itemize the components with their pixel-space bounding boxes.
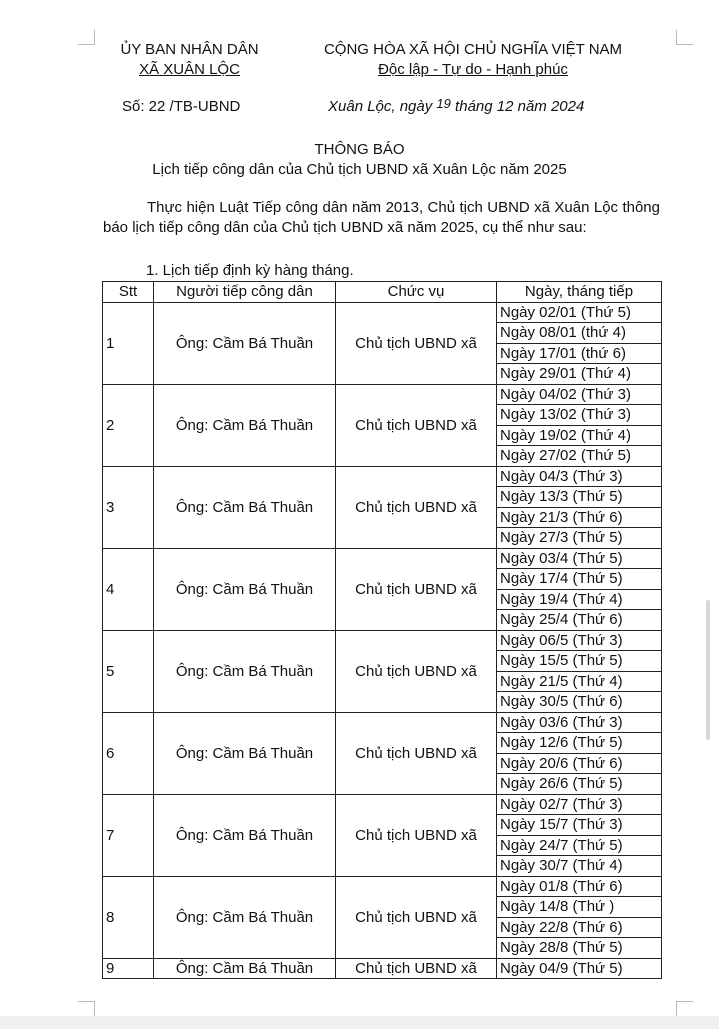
row-person: Ông: Cầm Bá Thuần — [154, 876, 336, 958]
schedule-table-body — [103, 302, 662, 979]
row-position: Chủ tịch UBND xã — [336, 630, 497, 712]
issuing-organization — [102, 40, 277, 80]
table-row — [103, 548, 662, 569]
document-subtitle: Lịch tiếp công dân của Chủ tịch UBND xã Xuân Lộc năm 2025 — [152, 161, 567, 178]
table-row — [103, 794, 662, 815]
table-header-row — [103, 282, 662, 303]
row-stt: 9 — [103, 958, 154, 979]
row-date: Ngày 04/3 (Thứ 3) — [497, 466, 662, 487]
row-position: Chủ tịch UBND xã — [336, 794, 497, 876]
section-heading: 1. Lịch tiếp định kỳ hàng tháng. — [146, 262, 354, 279]
row-stt: 6 — [103, 712, 154, 794]
row-position: Chủ tịch UBND xã — [336, 384, 497, 466]
row-date: Ngày 21/3 (Thứ 6) — [497, 507, 662, 528]
table-row — [103, 876, 662, 897]
row-date: Ngày 27/3 (Thứ 5) — [497, 528, 662, 549]
row-stt: 3 — [103, 466, 154, 548]
row-date: Ngày 12/6 (Thứ 5) — [497, 733, 662, 754]
header-position: Chức vụ — [336, 282, 497, 303]
document-number: Số: 22 /TB-UBND — [122, 98, 241, 115]
nation-motto: Độc lập - Tự do - Hạnh phúc — [378, 61, 568, 78]
table-row — [103, 302, 662, 323]
date-suffix: tháng 12 năm 2024 — [450, 98, 585, 115]
row-date: Ngày 13/3 (Thứ 5) — [497, 487, 662, 508]
row-date: Ngày 21/5 (Thứ 4) — [497, 671, 662, 692]
row-date: Ngày 19/02 (Thứ 4) — [497, 425, 662, 446]
nation-line-1: CỘNG HÒA XÃ HỘI CHỦ NGHĨA VIỆT NAM — [323, 41, 623, 58]
row-date: Ngày 22/8 (Thứ 6) — [497, 917, 662, 938]
row-position: Chủ tịch UBND xã — [336, 958, 497, 979]
row-position: Chủ tịch UBND xã — [336, 712, 497, 794]
row-stt: 8 — [103, 876, 154, 958]
row-date: Ngày 29/01 (Thứ 4) — [497, 364, 662, 385]
row-person: Ông: Cầm Bá Thuần — [154, 384, 336, 466]
row-date: Ngày 24/7 (Thứ 5) — [497, 835, 662, 856]
row-person: Ông: Cầm Bá Thuần — [154, 548, 336, 630]
intro-paragraph: Thực hiện Luật Tiếp công dân năm 2013, Chủ tịch UBND xã Xuân Lộc thông báo lịch tiếp công dân của Chủ tịch UBND xã năm 2025, cụ thể như sau: — [103, 199, 660, 236]
row-date: Ngày 02/01 (Thứ 5) — [497, 302, 662, 323]
row-person: Ông: Cầm Bá Thuần — [154, 466, 336, 548]
row-date: Ngày 04/02 (Thứ 3) — [497, 384, 662, 405]
row-stt: 1 — [103, 302, 154, 384]
org-line-2: XÃ XUÂN LỘC — [139, 61, 240, 78]
document-date — [328, 98, 584, 115]
row-date: Ngày 25/4 (Thứ 6) — [497, 610, 662, 631]
table-row — [103, 466, 662, 487]
row-date: Ngày 06/5 (Thứ 3) — [497, 630, 662, 651]
row-position: Chủ tịch UBND xã — [336, 302, 497, 384]
row-date: Ngày 04/9 (Thứ 5) — [497, 958, 662, 979]
row-date: Ngày 08/01 (thứ 4) — [497, 323, 662, 344]
schedule-table — [102, 281, 662, 979]
national-header — [308, 40, 638, 80]
row-person: Ông: Cầm Bá Thuần — [154, 712, 336, 794]
row-date: Ngày 26/6 (Thứ 5) — [497, 774, 662, 795]
row-date: Ngày 14/8 (Thứ ) — [497, 897, 662, 918]
table-row — [103, 712, 662, 733]
row-date: Ngày 17/01 (thứ 6) — [497, 343, 662, 364]
date-day: 19 — [436, 96, 451, 111]
row-stt: 4 — [103, 548, 154, 630]
page-corner-mark-bottom-left — [78, 1001, 95, 1016]
row-date: Ngày 28/8 (Thứ 5) — [497, 938, 662, 959]
row-position: Chủ tịch UBND xã — [336, 876, 497, 958]
table-row — [103, 630, 662, 651]
row-person: Ông: Cầm Bá Thuần — [154, 302, 336, 384]
org-line-1: ỦY BAN NHÂN DÂN — [120, 41, 259, 58]
row-date: Ngày 15/7 (Thứ 3) — [497, 815, 662, 836]
row-position: Chủ tịch UBND xã — [336, 548, 497, 630]
page-corner-mark-bottom-right — [676, 1001, 693, 1016]
header-dates: Ngày, tháng tiếp — [497, 282, 662, 303]
table-row — [103, 384, 662, 405]
row-date: Ngày 15/5 (Thứ 5) — [497, 651, 662, 672]
row-date: Ngày 03/6 (Thứ 3) — [497, 712, 662, 733]
row-date: Ngày 03/4 (Thứ 5) — [497, 548, 662, 569]
row-date: Ngày 30/7 (Thứ 4) — [497, 856, 662, 877]
document-title: THÔNG BÁO — [314, 141, 405, 158]
viewer-background — [0, 1016, 719, 1029]
table-row — [103, 958, 662, 979]
header-stt: Stt — [103, 282, 154, 303]
scrollbar-thumb[interactable] — [706, 600, 710, 740]
row-date: Ngày 20/6 (Thứ 6) — [497, 753, 662, 774]
date-prefix: Xuân Lộc, ngày — [328, 98, 437, 115]
row-person: Ông: Cầm Bá Thuần — [154, 794, 336, 876]
page-corner-mark-top-left — [78, 30, 95, 45]
row-date: Ngày 19/4 (Thứ 4) — [497, 589, 662, 610]
row-date: Ngày 27/02 (Thứ 5) — [497, 446, 662, 467]
row-stt: 7 — [103, 794, 154, 876]
page-corner-mark-top-right — [676, 30, 693, 45]
header-person: Người tiếp công dân — [154, 282, 336, 303]
row-date: Ngày 01/8 (Thứ 6) — [497, 876, 662, 897]
row-date: Ngày 02/7 (Thứ 3) — [497, 794, 662, 815]
row-date: Ngày 17/4 (Thứ 5) — [497, 569, 662, 590]
row-stt: 2 — [103, 384, 154, 466]
row-position: Chủ tịch UBND xã — [336, 466, 497, 548]
row-date: Ngày 30/5 (Thứ 6) — [497, 692, 662, 713]
row-person: Ông: Cầm Bá Thuần — [154, 958, 336, 979]
row-stt: 5 — [103, 630, 154, 712]
row-date: Ngày 13/02 (Thứ 3) — [497, 405, 662, 426]
row-person: Ông: Cầm Bá Thuần — [154, 630, 336, 712]
